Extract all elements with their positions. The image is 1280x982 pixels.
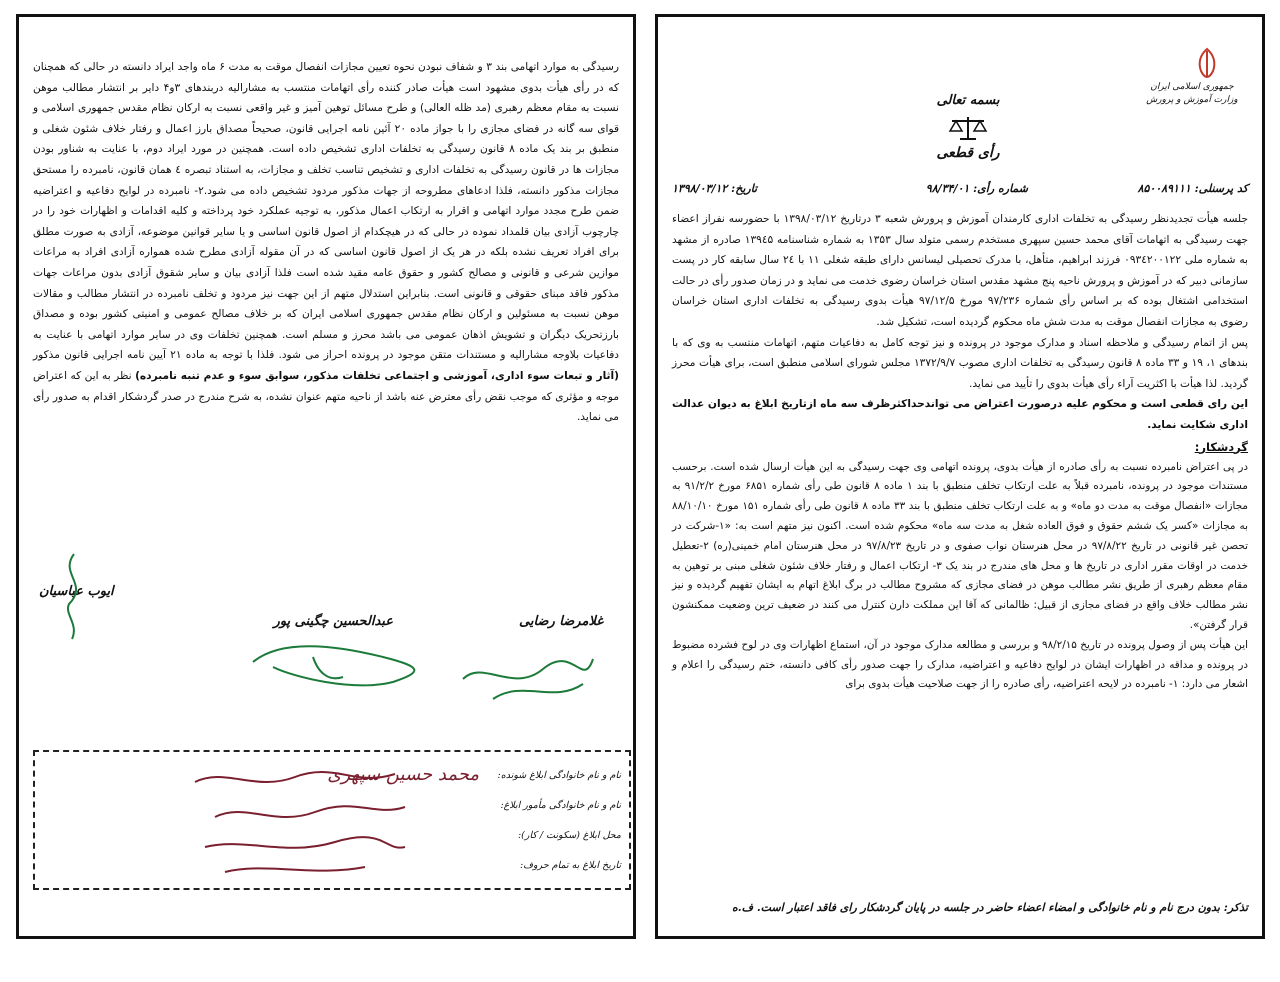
ruling-page-continuation	[16, 14, 636, 939]
notice-label-officer: نام و نام خانوادگی مأمور ابلاغ:	[500, 800, 621, 811]
signer-name-2: عبدالحسین چگینی پور	[273, 614, 393, 629]
basmala: بسمه تعالی	[936, 93, 1000, 108]
ministry-header	[1142, 81, 1242, 107]
continuation-text: رسیدگی به موارد اتهامی بند ۳ و شفاف نبودن نحوه تعیین مجازات انفصال موقت به مدت ۶ ماه واجد ایراد دانسته در حالی که همچنان که در رأی هیأت بدوی مشهود است هیأت صادر کننده رأی اتهامات منتسب به مشارالیه دربندهای ۳و۴ دایر بر انتشار مطالب موهن نسبت به مقام معظم رهبری (مد ظله العالی) و طرح مسائل توهین آمیز و غیر واقعی نسبت به ارکان نظام مقدس جمهوری اسلامی و قوای سه گانه در فضای مجازی را با جواز ماده ۲۰ آئین نامه اجرایی قانون، صحیحاً مصداق بارز اعمال و رفتار خلاف شئون شغلی و منطبق بر بند یک ماده ۸ قانون رسیدگی به تخلفات اداری تشخیص داده است. همچنین در مورد ایراد دوم، با عنایت به شناور بودن مجازات ها در قانون رسیدگی به تخلفات اداری و تشخیص تناسب تخلف و مجازات، به استناد تبصره ٤ همان قانون، نامبرده را مستحق مجازات مذکور دانسته، فلذا ادعاهای مطروحه از جهات مذکور مردود تشخیص داده می شود.۲- نامبرده در لوایح دفاعیه و اعتراضیه ضمن طرح مجدد موارد اتهامی و اقرار به ارتکاب اعمال مذکور، به توجیه عملکرد خود پرداخته و کلیه اقدامات و اظهارات خود را در چارچوب آزادی بیان قلمداد نموده در حالی که در هیچکدام از اصول قانون اساسی و یا سایر قوانین موضوعه، آزادی به صورت مطلق برای افراد تعریف نشده بلکه در هر یک از اصول قانون اساسی که در آن مقوله آزادی مطرح شده همواره آزادی افراد به مراعات موازین شرعی و قانونی و مصالح کشور و حقوق عامه مقید شده است فلذا آزادی بیان و سایر شقوق آزادی بدون مراعات جهات مذکور فاقد مبنای حقوقی و قانونی است. بنابراین استدلال متهم از این جهت نیز مردود و تخلف نامبرده در انتشار مطالب و مقالات موهن نسبت به مسئولین و ارکان نظام مقدس جمهوری اسلامی ایران که بر خلاف مصالح عمومی و امنیتی کشور بوده و مصداق بارزتحریک دیگران و تشویش اذهان عمومی می باشد محرز و مسلم است. همچنین تخلفات وی در سایر موارد اتهامی با عنایت به دفاعیات بلاوجه مشارالیه و مستندات متقن موجود در پرونده احراز می شود. فلذا با توجه به ماده ۲۱ آیین نامه اجرایی قانون مذکور	[33, 61, 620, 362]
ruling-intro-paragraph: جلسه هیأت تجدیدنظر رسیدگی به تخلفات اداری کارمندان آموزش و پرورش شعبه ۳ درتاریخ ۱۳۹۸/۰۳/۱۲ با حضورسه نفراز اعضاء جهت رسیدگی به اتهامات آقای محمد حسین سپهری مستخدم رسمی متولد سال ۱۳۵۳ به شماره شناسنامه ۱۳۹٤۵ صادره از مشهد به شماره ملی ۰۹۳٤۲۰۰۱۲۲ فرزند ابراهیم، متأهل، با مدرک تحصیلی لیسانس دارای طبقه شغلی ۱۱ با ۲٤ سال سابقه کار در پست سازمانی دبیر که در آموزش و پرورش ناحیه پنج مشهد مقدس استان خراسان رضوی خدمت می نماید و در زمان صدور رأی در حالت استخدامی اشتغال بوده که بر اساس رأی شماره ۹۷/۲۳۶ مورخ ۹۷/۱۲/۵ هیأت بدوی رسیدگی به تخلفات اداری استان خراسان رضوی به مجازات انفصال موقت به مدت شش ماه محکوم گردیده است، تشکیل شد.	[672, 213, 1249, 328]
ruling-page-main	[655, 14, 1265, 939]
signature-3	[44, 544, 104, 644]
personnel-code-value: ۸۵۰۰۸۹۱۱۱	[1137, 182, 1191, 195]
ruling-number-label: شماره رأی:	[973, 182, 1028, 195]
proceedings-review-paragraph: این هیأت پس از وصول پرونده در تاریخ ۹۸/۲/۱۵ و بررسی و مطالعه مدارک موجود در آن، استماع اظهارات وی در لوح فشرده مضبوط در پرونده و مداقه در اظهارات ایشان در لوایح دفاعیه و اعتراضیه، مدارک را جهت صدور رأی کافی دانسته، ختم رسیدگی را اعلام و اشعار می دارد: ۱- نامبرده در لایحه اعتراضیه، رأی صادره را از جهت صلاحیت هیأت بدوی برای	[672, 638, 1248, 691]
ruling-findings-paragraph: پس از اتمام رسیدگی و ملاحظه اسناد و مدارک موجود در پرونده و نیز توجه کامل به دفاعیات متهم، اتهامات منتسب به وی که با بندهای ۱، ۱۹ و ۳۳ ماده ۸ قانون رسیدگی به تخلفات اداری مصوب ۱۳۷۲/۹/۷ مجلس شورای اسلامی منطبق است، برای هیأت محرز گردید. لذا هیأت با اکثریت آراء رأی هیأت بدوی را تأیید می نماید.	[672, 336, 1248, 390]
ruling-date-label: تاریخ:	[731, 182, 758, 195]
document-title: رأی قطعی	[936, 145, 1000, 161]
notice-label-recipient: نام و نام خانوادگی ابلاغ شونده:	[497, 770, 621, 781]
ruling-date	[672, 182, 757, 195]
continuation-bold-text: (آثار و تبعات سوء اداری، آموزشی و اجتماعی تخلفات مذکور، سوابق سوء و عدم تنبه نامبرده)	[135, 369, 620, 382]
personnel-code	[1138, 182, 1248, 195]
notice-recipient-handwriting: محمد حسین سپهری	[327, 764, 479, 785]
signer-name-1: غلامرضا رضایی	[519, 614, 603, 629]
iran-emblem-icon	[1192, 47, 1222, 79]
footnote: تذکر: بدون درج نام و نام خانوادگی و امضاء اعضاء حاضر در جلسه در پایان گردشکار رای فاقد اعتبار است. ف.ه	[732, 901, 1248, 914]
proceedings-heading: گردشکار:	[1194, 439, 1248, 454]
ruling-number	[926, 182, 1028, 195]
notice-handwriting-scribbles	[185, 762, 415, 882]
ruling-number-value: ۹۸/۳۴/۰۱	[925, 182, 970, 195]
continuation-paragraph	[33, 57, 619, 428]
continuation-text-end: نظر به این که اعتراض موجه و مؤثری که موجب نقض رأی معترض عنه باشد از ناحیه متهم عنوان نشده، به شرح مندرج در صدر گردشکار اقدام به صدور رأی می نماید.	[33, 369, 619, 424]
ruling-body	[672, 209, 1248, 695]
signature-1	[453, 639, 603, 709]
ruling-final-paragraph: این رای قطعی است و محکوم علیه درصورت اعتراض می تواندحداکثرظرف سه ماه ازتاریخ ابلاغ به دیوان عدالت اداری شکایت نماید.	[672, 398, 1248, 431]
signer-name-3: ایوب عباسیان	[39, 584, 114, 599]
continuation-text-block	[33, 57, 619, 428]
personnel-code-label: کد پرسنلی:	[1194, 182, 1248, 195]
ministry-line-2: وزارت آموزش و پرورش	[1146, 95, 1238, 105]
ruling-date-value: ۱۳۹۸/۰۳/۱۲	[672, 182, 728, 195]
case-meta-row	[672, 182, 1248, 204]
scales-of-justice-icon	[948, 115, 988, 141]
proceedings-paragraph: در پی اعتراض نامبرده نسبت به رأی صادره از هیأت بدوی، پرونده اتهامی وی جهت رسیدگی به این هیأت ارسال شده است. برحسب مستندات موجود در پرونده، نامبرده قبلاً به علت ارتکاب تخلف منطبق با بند ۱ ماده ۸ قانون طی رأی شماره ۶۸۵۱ مورخ ۹۱/۲/۲ به مجازات «انفصال موقت به مدت دو ماه» و به علت ارتکاب تخلف منطبق با بند ۳۳ ماده ۸ قانون طی رأی شماره ۱۵۱ مورخ ۸۸/۱۰/۱۰ به مجازات «کسر یک ششم حقوق و فوق العاده شغل به مدت سه ماه» محکوم شده است. اکنون نیز متهم است به: «۱-شرکت در تحصن غیر قانونی در تاریخ ۹۷/۸/۲۲ در محل هنرستان نواب صفوی و در تاریخ ۹۷/۸/۲۳ در محل هنرستان امام خمینی(ره) ۲-تعطیل خدمت در اوقات مقرر اداری در تاریخ ها و محل های مندرج در بند یک ۳- ارتکاب اعمال و رفتار خلاف شئون شغلی مبنی بر توهین به مقام معظم رهبری از طریق نشر مطالب موهن در فضای مجازی که مشروح مطالب در برگ ابلاغ اتهام به ایشان تفهیم گردیده و نیز نشر مطالب خلاف واقع در فضای مجازی از قبیل: ظالمانی که آقا این مملکت دارن کنترل می کنند در ضعیف ترین وضعیت ممکنشون قرار گرفتن».	[672, 460, 1248, 631]
notification-box	[33, 750, 631, 890]
notice-label-date: تاریخ ابلاغ به تمام حروف:	[519, 860, 621, 871]
ministry-line-1: جمهوری اسلامی ایران	[1150, 82, 1234, 92]
notice-label-location: محل ابلاغ (سکونت / کار):	[517, 830, 621, 841]
signature-2	[233, 627, 433, 697]
